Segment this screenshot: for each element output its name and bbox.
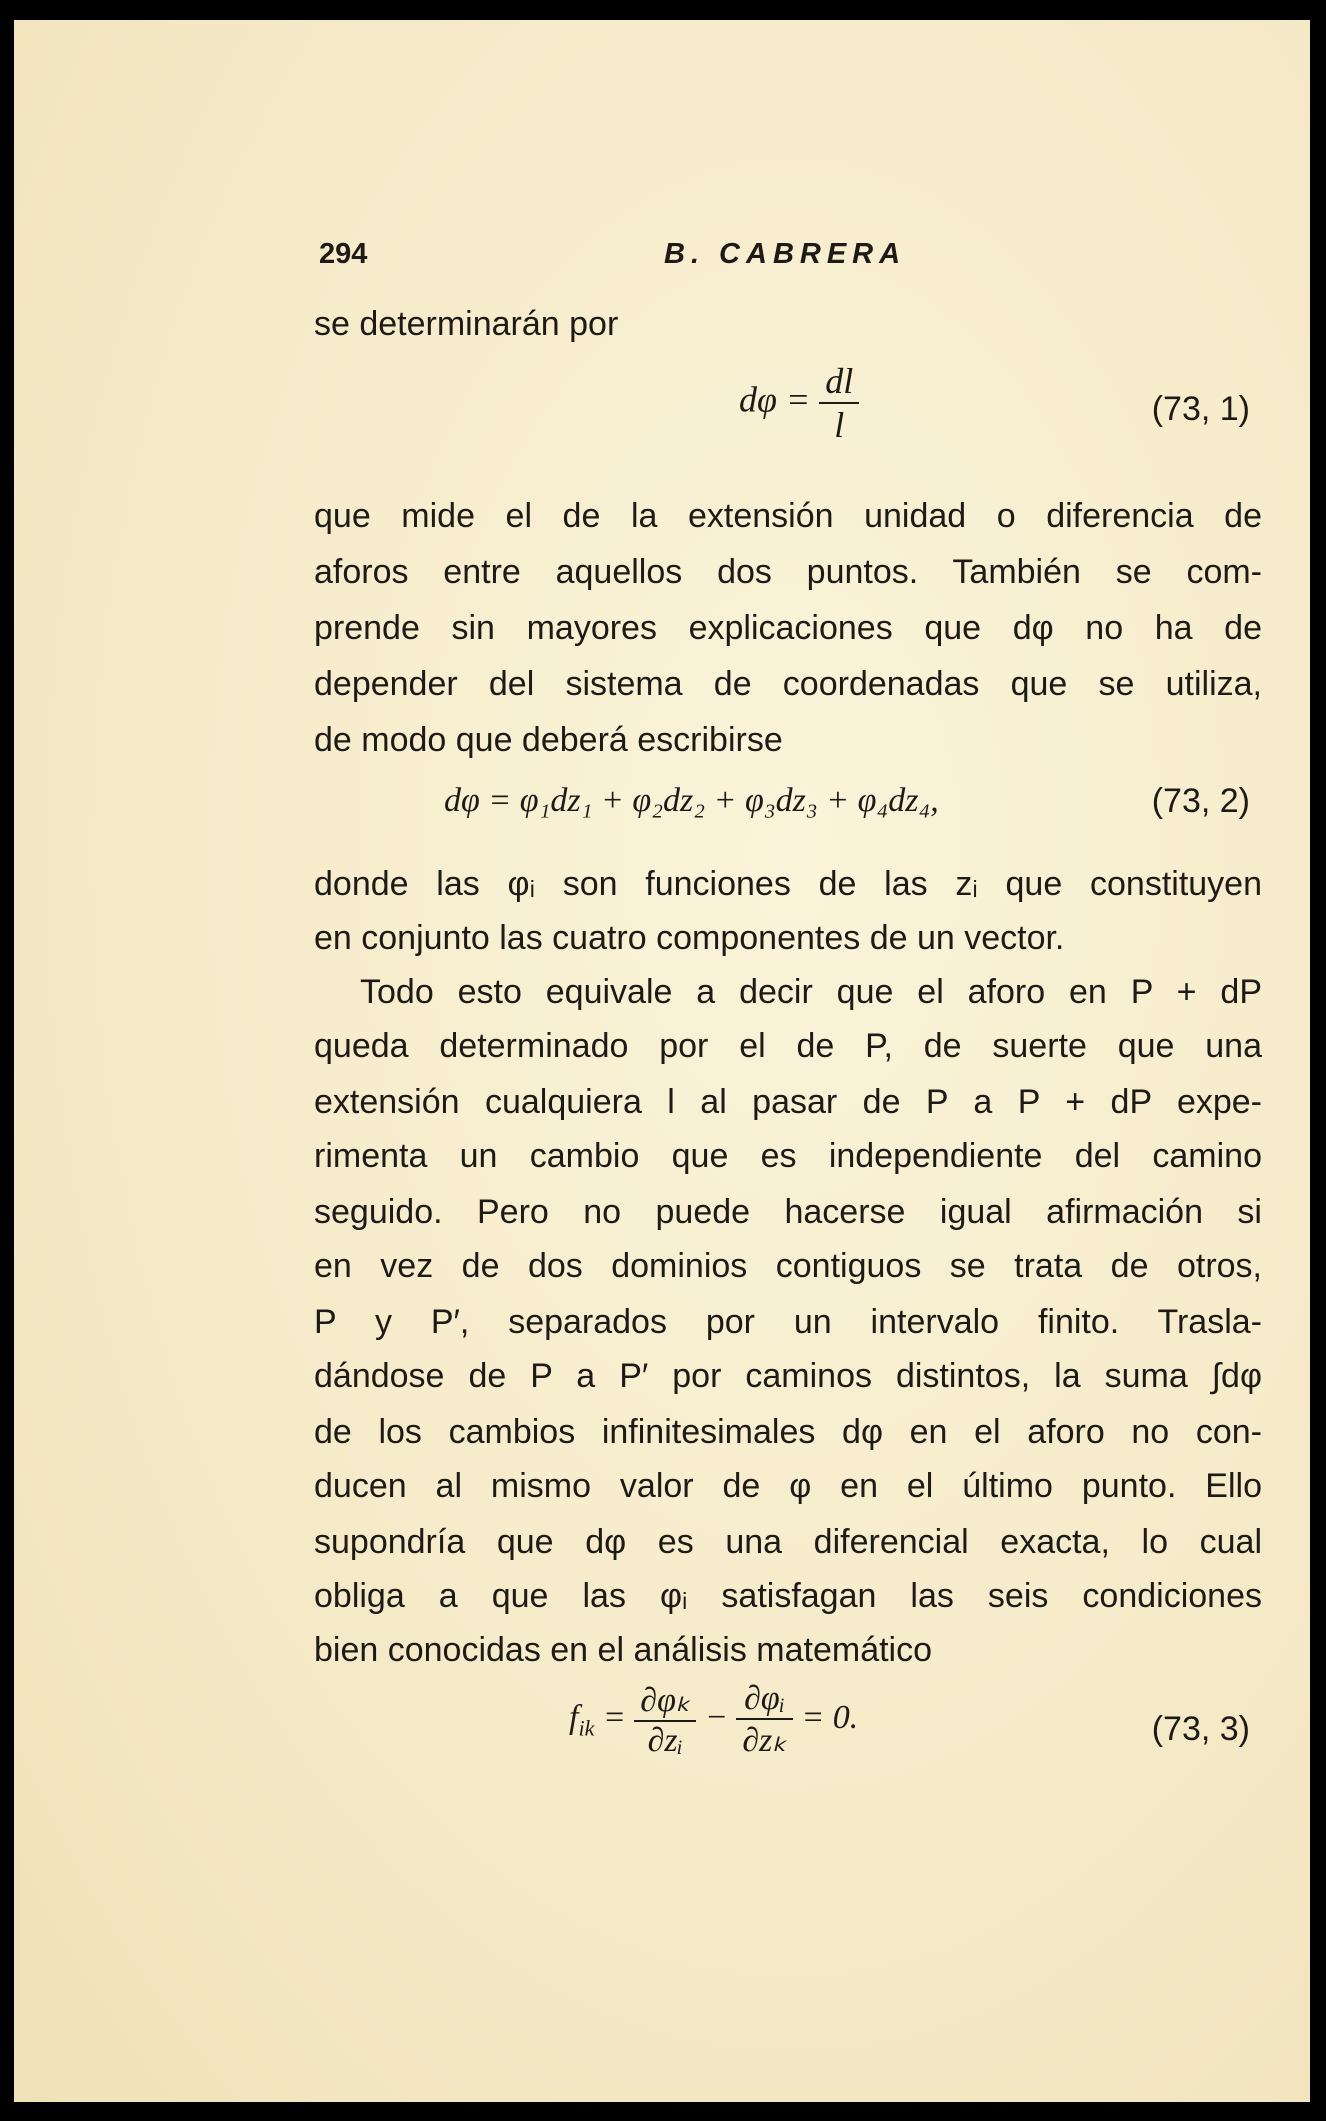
eq3-lhs-sub: ik — [578, 1715, 595, 1741]
para1-line-4: depender del sistema de coordenadas que se utiliza, — [314, 665, 1262, 703]
para3-line-12: obliga a que las φᵢ satisfagan las seis condiciones — [314, 1577, 1262, 1615]
eq3-lhs: f — [569, 1698, 579, 1736]
eq1-label: (73, 1) — [1151, 390, 1250, 428]
para3-line-2: queda determinado por el de P, de suerte que una — [314, 1027, 1262, 1065]
eq1-lhs: dφ = — [739, 379, 811, 420]
eq1-denominator: l — [834, 405, 845, 445]
intro-line: se determinarán por — [314, 305, 619, 343]
author-header: B. CABRERA — [664, 238, 907, 270]
eq3-minus: − — [704, 1698, 728, 1736]
para2-line-1: donde las φᵢ son funciones de las zᵢ que constituyen — [314, 865, 1262, 903]
para2-line-2: en conjunto las cuatro componentes de un vector. — [314, 919, 1065, 957]
eq3-equals: = — [602, 1698, 626, 1736]
eq3-fraction-2 — [736, 1680, 793, 1760]
para3-line-4: rimenta un cambio que es independiente del camino — [314, 1137, 1262, 1175]
para1-line-2: aforos entre aquellos dos puntos. También se com- — [314, 553, 1262, 591]
equation-73-2: dφ = φ₁dz₁ + φ₂dz₂ + φ₃dz₃ + φ₄dz₄, — [444, 782, 939, 819]
para1-line-1: que mide el de la extensión unidad o diferencia de — [314, 497, 1262, 535]
para1-line-5: de modo que deberá escribirse — [314, 721, 783, 759]
para3-line-11: supondría que dφ es una diferencial exacta, lo cual — [314, 1523, 1262, 1561]
para3-line-9: de los cambios infinitesimales dφ en el aforo no con- — [314, 1413, 1262, 1451]
eq1-numerator: dl — [819, 360, 859, 404]
para3-line-1: Todo esto equivale a decir que el aforo en P + dP — [360, 973, 1262, 1011]
para3-line-7: P y P′, separados por un intervalo finito. Trasla- — [314, 1303, 1262, 1341]
para3-line-3: extensión cualquiera l al pasar de P a P + dP expe- — [314, 1083, 1262, 1121]
eq3-rhs: = 0. — [801, 1698, 859, 1736]
para3-line-6: en vez de dos dominios contiguos se trata de otros, — [314, 1247, 1262, 1285]
para3-line-5: seguido. Pero no puede hacerse igual afirmación si — [314, 1193, 1262, 1231]
page-number: 294 — [319, 238, 368, 270]
para1-line-3: prende sin mayores explicaciones que dφ no ha de — [314, 609, 1262, 647]
eq1-fraction — [819, 360, 859, 446]
para3-line-10: ducen al mismo valor de φ en el último punto. Ello — [314, 1467, 1262, 1505]
eq3-t1-num: ∂φₖ — [634, 1680, 696, 1722]
book-page — [14, 20, 1310, 2102]
eq3-t2-num: ∂φᵢ — [736, 1680, 793, 1720]
para3-line-13: bien conocidas en el análisis matemático — [314, 1631, 933, 1669]
equation-73-3 — [569, 1680, 858, 1760]
eq3-label: (73, 3) — [1151, 1710, 1250, 1748]
eq3-fraction-1 — [634, 1680, 696, 1760]
equation-73-1 — [739, 360, 859, 446]
eq3-t1-den: ∂zᵢ — [647, 1722, 684, 1759]
para3-line-8: dándose de P a P′ por caminos distintos, la suma ∫dφ — [314, 1357, 1262, 1395]
eq3-t2-den: ∂zₖ — [742, 1722, 787, 1759]
eq2-label: (73, 2) — [1151, 782, 1250, 820]
